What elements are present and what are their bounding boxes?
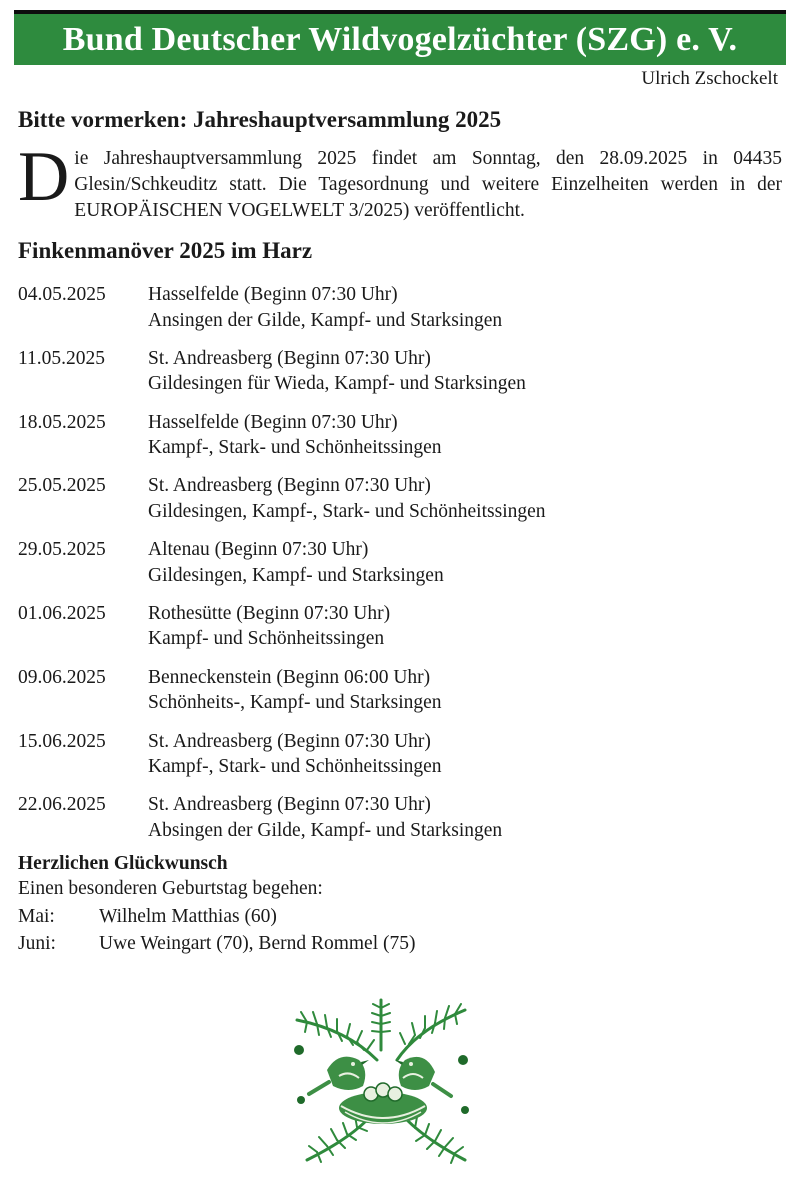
birthday-names: Uwe Weingart (70), Bernd Rommel (75) xyxy=(99,933,416,954)
event-details: Kampf-, Stark- und Schönheitssingen xyxy=(148,437,442,459)
event-details: Gildesingen für Wieda, Kampf- und Starksingen xyxy=(148,373,526,395)
event-details: Ansingen der Gilde, Kampf- und Starksingen xyxy=(148,309,503,331)
drop-cap: D xyxy=(18,138,70,216)
event-item xyxy=(18,346,788,410)
notice-heading: Bitte vormerken: Jahreshauptversammlung 2025 xyxy=(18,107,502,132)
event-date: 15.06.2025 xyxy=(18,730,106,752)
event-details: Gildesingen, Kampf-, Stark- und Schönheitssingen xyxy=(148,500,546,522)
event-date: 18.05.2025 xyxy=(18,411,106,433)
event-item xyxy=(18,473,788,537)
event-item xyxy=(18,601,788,665)
event-date: 04.05.2025 xyxy=(18,284,106,305)
event-details: Kampf-, Stark- und Schönheitssingen xyxy=(148,756,442,778)
author-name: Ulrich Zschockelt xyxy=(641,68,778,89)
event-location: Altenau (Beginn 07:30 Uhr) xyxy=(148,539,369,561)
event-item xyxy=(18,792,788,856)
notice-paragraph xyxy=(18,138,782,224)
event-item xyxy=(18,665,788,729)
event-date: 29.05.2025 xyxy=(18,539,106,561)
birthday-entry xyxy=(18,906,277,928)
birthday-month: Mai: xyxy=(18,906,55,927)
event-item xyxy=(18,282,788,346)
event-details: Kampf- und Schönheitssingen xyxy=(148,628,385,650)
schedule-heading: Finkenmanöver 2025 im Harz xyxy=(18,238,313,263)
event-list xyxy=(18,282,788,856)
event-details: Absingen der Gilde, Kampf- und Starksingen xyxy=(148,819,503,841)
event-location: Benneckenstein (Beginn 06:00 Uhr) xyxy=(148,666,431,688)
event-date: 01.06.2025 xyxy=(18,602,106,624)
event-details: Gildesingen, Kampf- und Starksingen xyxy=(148,564,444,586)
event-item xyxy=(18,537,788,601)
event-location: St. Andreasberg (Beginn 07:30 Uhr) xyxy=(148,794,431,816)
event-details: Schönheits-, Kampf- und Starksingen xyxy=(148,692,442,714)
birds-nest-pine-branches-icon xyxy=(287,990,475,1178)
event-date: 25.05.2025 xyxy=(18,475,106,497)
event-date: 11.05.2025 xyxy=(18,347,106,369)
event-date: 09.06.2025 xyxy=(18,666,106,688)
birthday-intro: Einen besonderen Geburtstag begehen: xyxy=(18,878,323,899)
birthday-month: Juni: xyxy=(18,933,56,954)
event-item xyxy=(18,410,788,474)
event-location: St. Andreasberg (Beginn 07:30 Uhr) xyxy=(148,475,431,497)
event-location: Rothesütte (Beginn 07:30 Uhr) xyxy=(148,602,391,624)
birthday-heading: Herzlichen Glückwunsch xyxy=(18,853,228,874)
birthday-entry xyxy=(18,933,416,955)
event-location: Hasselfelde (Beginn 07:30 Uhr) xyxy=(148,284,398,305)
event-location: Hasselfelde (Beginn 07:30 Uhr) xyxy=(148,411,398,433)
birthday-names: Wilhelm Matthias (60) xyxy=(99,906,277,927)
event-location: St. Andreasberg (Beginn 07:30 Uhr) xyxy=(148,730,431,752)
header-banner xyxy=(14,10,786,65)
page-title: Bund Deutscher Wildvogelzüchter (SZG) e. V. xyxy=(62,20,738,58)
event-location: St. Andreasberg (Beginn 07:30 Uhr) xyxy=(148,347,431,369)
notice-body: ie Jahreshauptversammlung 2025 findet am Sonntag, den 28.09.2025 in 04435 Glesin/Schkeuditz statt. Die Tagesordnung und weitere Einzelheiten werden in der EUROPÄISCHEN VOGELWELT 3/2025) veröffentlicht. xyxy=(74,148,782,221)
event-date: 22.06.2025 xyxy=(18,794,106,816)
event-item xyxy=(18,729,788,793)
